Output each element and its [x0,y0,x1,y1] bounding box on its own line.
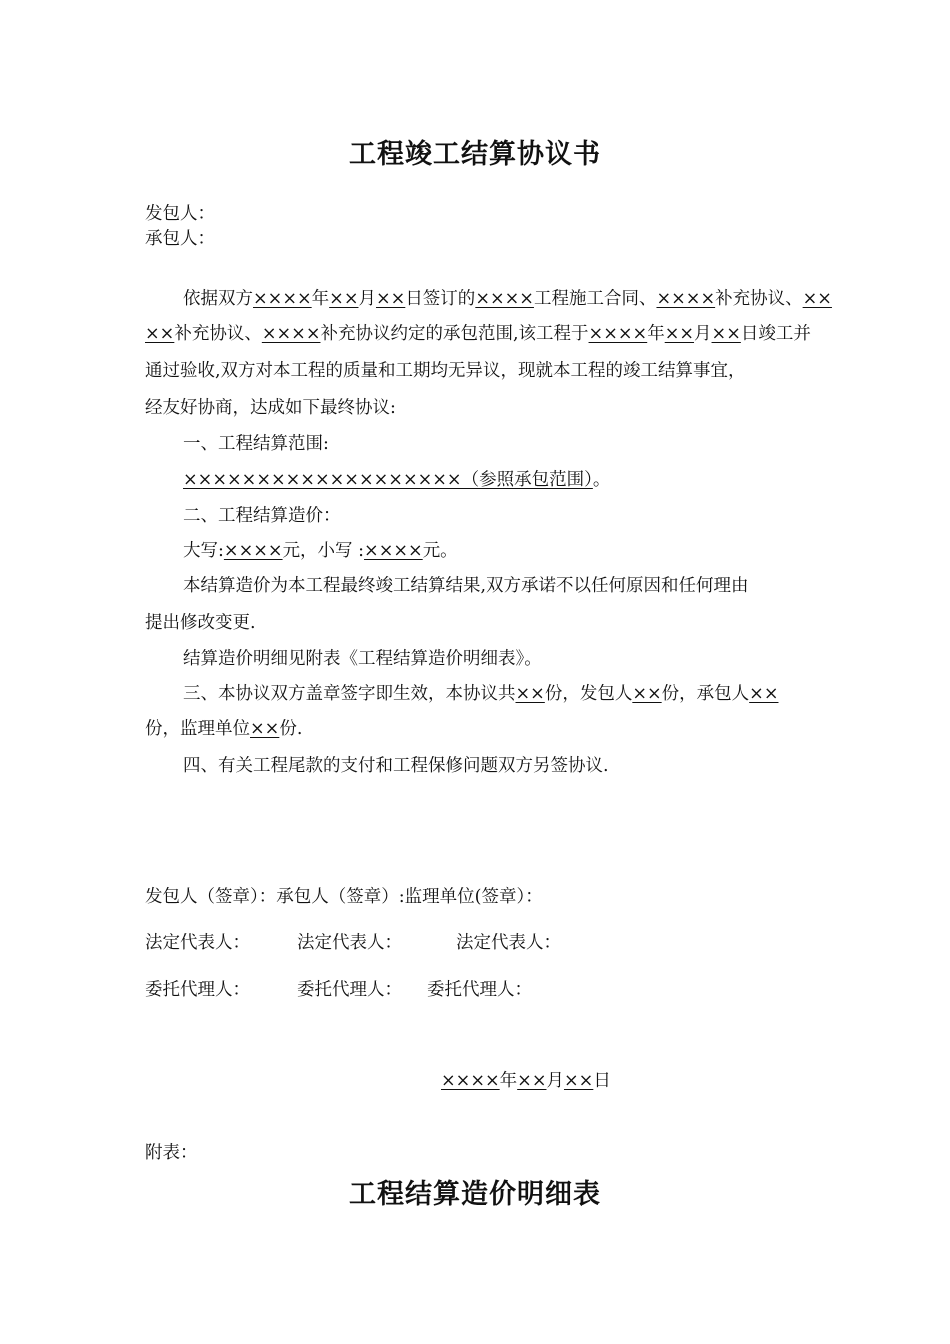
legal-rep-supervisor: 法定代表人： [456,933,561,953]
agent-contractor: 委托代理人： [297,980,402,1000]
section-1-heading: 一、工程结算范围: [183,434,329,454]
paragraph-1-line-3: 通过验收,双方对本工程的质量和工期均无异议，现就本工程的竣工结算事宜， [145,361,746,381]
section-2-note-line-2: 提出修改变更. [145,613,256,633]
document-title: 工程竣工结算协议书 [349,139,601,170]
paragraph-1-line-4: 经友好协商，达成如下最终协议: [145,398,396,418]
paragraph-1-line-1: 依据双方××××年××月××日签订的××××工程施工合同、××××补充协议、×× [183,289,832,309]
section-1-scope: ×××××××××××××××××××（参照承包范围）。 [183,470,611,490]
contractor-label: 承包人： [145,229,215,249]
section-2-heading: 二、工程结算造价： [183,506,341,526]
agent-supervisor: 委托代理人： [427,980,532,1000]
section-3-line-1: 三、本协议双方盖章签字即生效，本协议共××份，发包人××份，承包人×× [183,684,779,704]
section-4: 四、有关工程尾款的支付和工程保修问题双方另签协议. [183,756,609,776]
appendix-title: 工程结算造价明细表 [349,1179,601,1210]
employer-label: 发包人： [145,204,215,224]
appendix-label: 附表： [145,1143,198,1163]
section-2-amount: 大写:××××元，小写 :××××元。 [183,541,458,561]
section-3-line-2: 份，监理单位××份. [145,719,303,739]
section-2-detail: 结算造价明细见附表《工程结算造价明细表》。 [183,649,542,669]
agent-employer: 委托代理人： [145,980,250,1000]
section-2-note-line-1: 本结算造价为本工程最终竣工结算结果,双方承诺不以任何原因和任何理由 [183,576,749,596]
legal-rep-contractor: 法定代表人： [297,933,402,953]
signature-row-seals: 发包人（签章）：承包人（签章）:监理单位(签章）： [145,887,543,907]
signing-date: ××××年××月××日 [441,1071,611,1091]
paragraph-1-line-2: ××补充协议、××××补充协议约定的承包范围,该工程于××××年××月××日竣工并 [145,324,811,344]
legal-rep-employer: 法定代表人： [145,933,250,953]
